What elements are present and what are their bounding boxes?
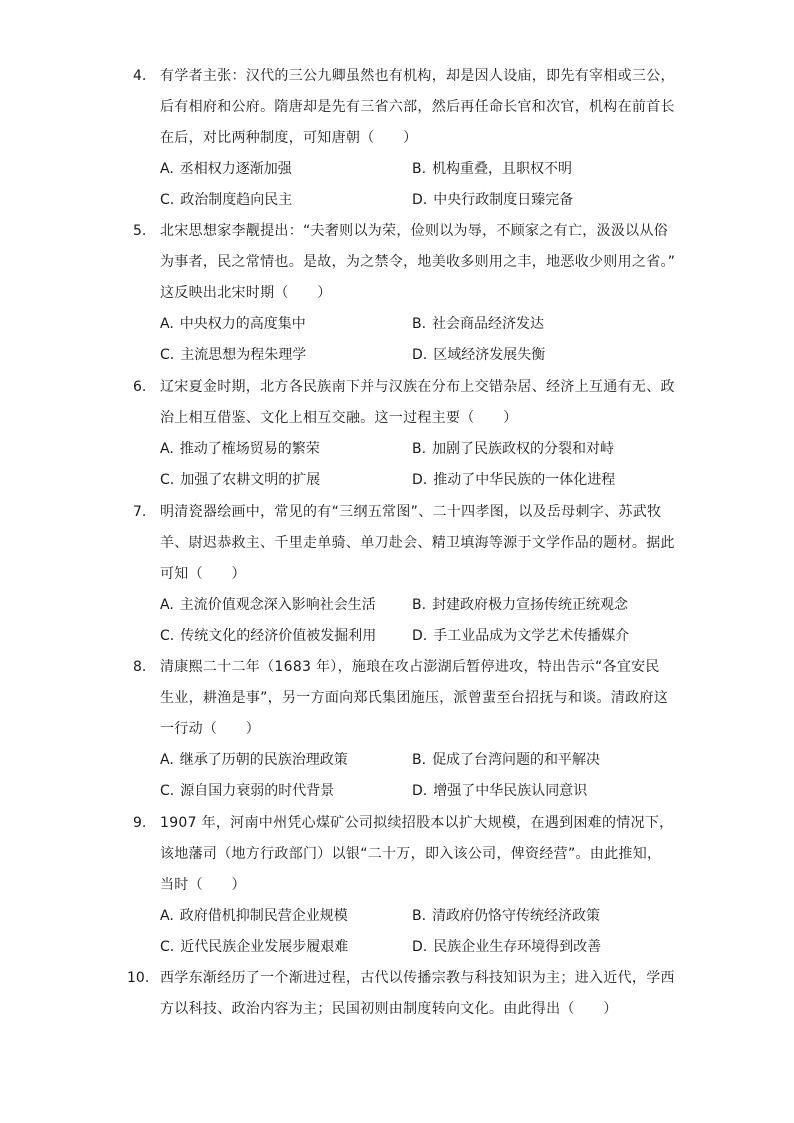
option-letter: A. [160,597,174,613]
question-6 [133,372,673,496]
stem-line: 该地藩司（地方行政部门）以银“二十万，即入该公司，俾资经营”。由此推知， [160,846,662,862]
option-a[interactable] [160,590,376,621]
question-number: 9. [133,815,147,831]
option-d[interactable] [412,776,587,807]
option-a[interactable] [160,309,306,340]
options [160,745,673,807]
option-text: 中央行政制度日臻完备 [433,192,574,208]
option-letter: C. [160,472,175,488]
option-text: 继承了历朝的民族治理政策 [179,752,348,768]
option-a[interactable] [160,434,320,465]
option-text: 机构重叠，且职权不明 [432,161,573,177]
options [160,434,673,496]
option-text: 手工业品成为文学艺术传播媒介 [433,628,630,644]
option-b[interactable] [412,745,600,776]
option-letter: C. [160,192,175,208]
option-letter: D. [412,347,428,363]
option-b[interactable] [412,590,628,621]
stem-line: 后有相府和公府。隋唐却是先有三省六部，然后再任命长官和次官，机构在前首长 [160,99,675,115]
question-4 [133,61,673,216]
option-text: 丞相权力逐渐加强 [179,161,292,177]
option-letter: B. [412,597,427,613]
option-text: 源自国力衰弱的时代背景 [180,783,335,799]
option-text: 民族企业生存环境得到改善 [433,939,602,955]
option-text: 封建政府极力宣扬传统正统观念 [432,597,629,613]
question-number: 10. [127,970,150,986]
option-c[interactable] [160,340,306,371]
stem-line: 清康熙二十二年（1683 年），施琅在攻占澎湖后暂停进攻，特出告示“各宜安民 [160,659,660,675]
option-a[interactable] [160,901,348,932]
option-letter: B. [412,908,427,924]
option-letter: B. [412,441,427,457]
stem-line: 西学东渐经历了一个渐进过程，古代以传播宗教与科技知识为主；进入近代，学西 [160,970,675,986]
option-text: 加剧了民族政权的分裂和对峙 [432,441,615,457]
stem-line: 一行动（ ） [160,721,261,737]
option-text: 传统文化的经济价值被发掘利用 [180,628,377,644]
stem-line: 为事者，民之常情也。是故，为之禁令，地美收多则用之丰，地恶收少则用之省。” [160,254,676,270]
option-d[interactable] [412,465,615,496]
option-letter: A. [160,161,174,177]
option-a[interactable] [160,154,292,185]
option-c[interactable] [160,621,376,652]
question-7 [133,497,673,652]
option-letter: C. [160,939,175,955]
option-text: 主流价值观念深入影响社会生活 [179,597,376,613]
option-letter: D. [412,192,428,208]
option-d[interactable] [412,185,573,216]
question-stem [160,652,673,745]
option-c[interactable] [160,776,334,807]
option-letter: B. [412,161,427,177]
question-stem [160,216,676,309]
option-c[interactable] [160,932,348,963]
question-number: 4. [133,68,147,84]
stem-line: 明清瓷器绘画中，常见的有“三纲五常图”、二十四孝图，以及岳母刺字、苏武牧 [160,504,662,520]
option-letter: B. [412,752,427,768]
stem-line: 方以科技、政治内容为主；民国初则由制度转向文化。由此得出（ ） [160,1001,618,1017]
question-number: 7. [133,504,147,520]
option-text: 促成了台湾问题的和平解决 [432,752,601,768]
option-letter: A. [160,752,174,768]
stem-line: 有学者主张：汉代的三公九卿虽然也有机构，却是因人设庙，即先有宰相或三公， [160,68,675,84]
option-b[interactable] [412,901,600,932]
option-text: 推动了榷场贸易的繁荣 [179,441,320,457]
options [160,154,673,216]
question-8 [133,652,673,807]
question-stem [160,808,673,901]
stem-line: 在后，对比两种制度，可知唐朝（ ） [160,130,418,146]
question-number: 8. [133,659,147,675]
question-stem [160,497,673,590]
question-10 [127,963,675,1025]
option-letter: A. [160,441,174,457]
option-text: 政府借机抑制民营企业规模 [179,908,348,924]
option-text: 清政府仍恪守传统经济政策 [432,908,601,924]
option-text: 主流思想为程朱理学 [180,347,307,363]
option-text: 社会商品经济发达 [432,316,545,332]
option-text: 推动了中华民族的一体化进程 [433,472,616,488]
option-text: 近代民族企业发展步履艰难 [180,939,349,955]
option-letter: D. [412,472,428,488]
option-text: 政治制度趋向民主 [180,192,293,208]
option-letter: D. [412,939,428,955]
option-text: 区域经济发展失衡 [433,347,546,363]
question-stem [160,61,673,154]
question-stem [160,372,673,434]
option-c[interactable] [160,185,292,216]
question-9 [133,808,673,963]
question-5 [133,216,676,371]
option-letter: A. [160,316,174,332]
option-letter: D. [412,783,428,799]
question-number: 5. [133,223,147,239]
option-c[interactable] [160,465,320,496]
option-a[interactable] [160,745,348,776]
stem-line: 北宋思想家李觏提出：“夫奢则以为荣，俭则以为辱，不顾家之有亡，汲汲以从俗 [160,223,669,239]
option-letter: D. [412,628,428,644]
option-d[interactable] [412,932,601,963]
stem-line: 生业，耕渔是事”，另一方面向郑氏集团施压，派曾蜚至台招抚与和谈。清政府这 [160,690,669,706]
option-b[interactable] [412,434,614,465]
option-letter: B. [412,316,427,332]
option-letter: A. [160,908,174,924]
option-text: 增强了中华民族认同意识 [433,783,588,799]
question-number: 6. [133,379,147,395]
options [160,309,673,371]
stem-line: 治上相互借鉴、文化上相互交融。这一过程主要（ ） [160,410,518,426]
question-stem [160,963,673,1025]
option-letter: C. [160,347,175,363]
stem-line: 1907 年，河南中州凭心煤矿公司拟续招股本以扩大规模，在遇到困难的情况下， [160,815,674,831]
stem-line: 可知（ ） [160,566,246,582]
stem-line: 辽宋夏金时期，北方各民族南下并与汉族在分布上交错杂居、经济上互通有无、政 [160,379,675,395]
option-letter: C. [160,783,175,799]
options [160,901,673,963]
stem-line: 当时（ ） [160,877,246,893]
stem-line: 这反映出北宋时期（ ） [160,285,332,301]
option-b[interactable] [412,309,544,340]
stem-line: 羊、尉迟恭救主、千里走单骑、单刀赴会、精卫填海等源于文学作品的题材。据此 [160,535,675,551]
option-d[interactable] [412,621,629,652]
option-text: 加强了农耕文明的扩展 [180,472,321,488]
option-b[interactable] [412,154,572,185]
options [160,590,673,652]
option-letter: C. [160,628,175,644]
option-d[interactable] [412,340,545,371]
option-text: 中央权力的高度集中 [179,316,306,332]
